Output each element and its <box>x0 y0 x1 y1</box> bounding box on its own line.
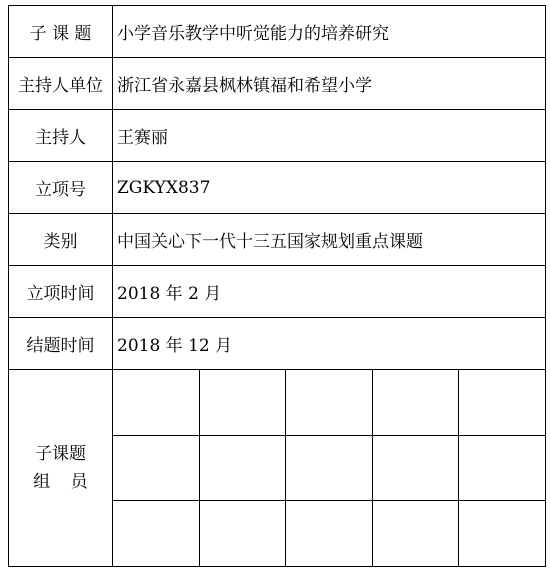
table-row <box>9 110 546 162</box>
members-grid-row <box>113 501 545 566</box>
member-cell[interactable] <box>113 370 199 435</box>
member-cell[interactable] <box>372 370 458 435</box>
host-value: 王赛丽 <box>113 110 546 162</box>
member-cell[interactable] <box>199 501 285 566</box>
project-number-label: 立项号 <box>9 162 113 214</box>
category-label: 类别 <box>9 214 113 266</box>
start-date-label: 立项时间 <box>9 266 113 318</box>
table-row <box>9 162 546 214</box>
subproject-label: 子 课 题 <box>9 6 113 58</box>
table-row <box>9 214 546 266</box>
end-date-value: 2018 年 12 月 <box>113 318 546 370</box>
host-label: 主持人 <box>9 110 113 162</box>
host-unit-value: 浙江省永嘉县枫林镇福和希望小学 <box>113 58 546 110</box>
table-row <box>9 318 546 370</box>
category-value: 中国关心下一代十三五国家规划重点课题 <box>113 214 546 266</box>
project-info-table <box>8 5 546 567</box>
member-cell[interactable] <box>372 435 458 501</box>
member-cell[interactable] <box>372 501 458 566</box>
subproject-value: 小学音乐教学中听觉能力的培养研究 <box>113 6 546 58</box>
members-grid-row <box>113 435 545 501</box>
members-label <box>9 370 113 567</box>
table-row <box>9 266 546 318</box>
member-cell[interactable] <box>286 435 372 501</box>
member-cell[interactable] <box>113 501 199 566</box>
members-grid <box>113 370 545 566</box>
member-cell[interactable] <box>199 435 285 501</box>
members-grid-cell <box>113 370 546 567</box>
members-label-line2: 组员 <box>33 472 109 492</box>
table-row <box>9 58 546 110</box>
project-number-value: ZGKYX837 <box>113 162 546 214</box>
member-cell[interactable] <box>113 435 199 501</box>
host-unit-label: 主持人单位 <box>9 58 113 110</box>
end-date-label: 结题时间 <box>9 318 113 370</box>
member-cell[interactable] <box>459 501 545 566</box>
members-grid-row <box>113 370 545 435</box>
member-cell[interactable] <box>459 370 545 435</box>
member-cell[interactable] <box>286 501 372 566</box>
members-label-line1: 子课题 <box>35 444 86 464</box>
table-row <box>9 6 546 58</box>
member-cell[interactable] <box>286 370 372 435</box>
member-cell[interactable] <box>199 370 285 435</box>
member-cell[interactable] <box>459 435 545 501</box>
start-date-value: 2018 年 2 月 <box>113 266 546 318</box>
table-row <box>9 370 546 567</box>
